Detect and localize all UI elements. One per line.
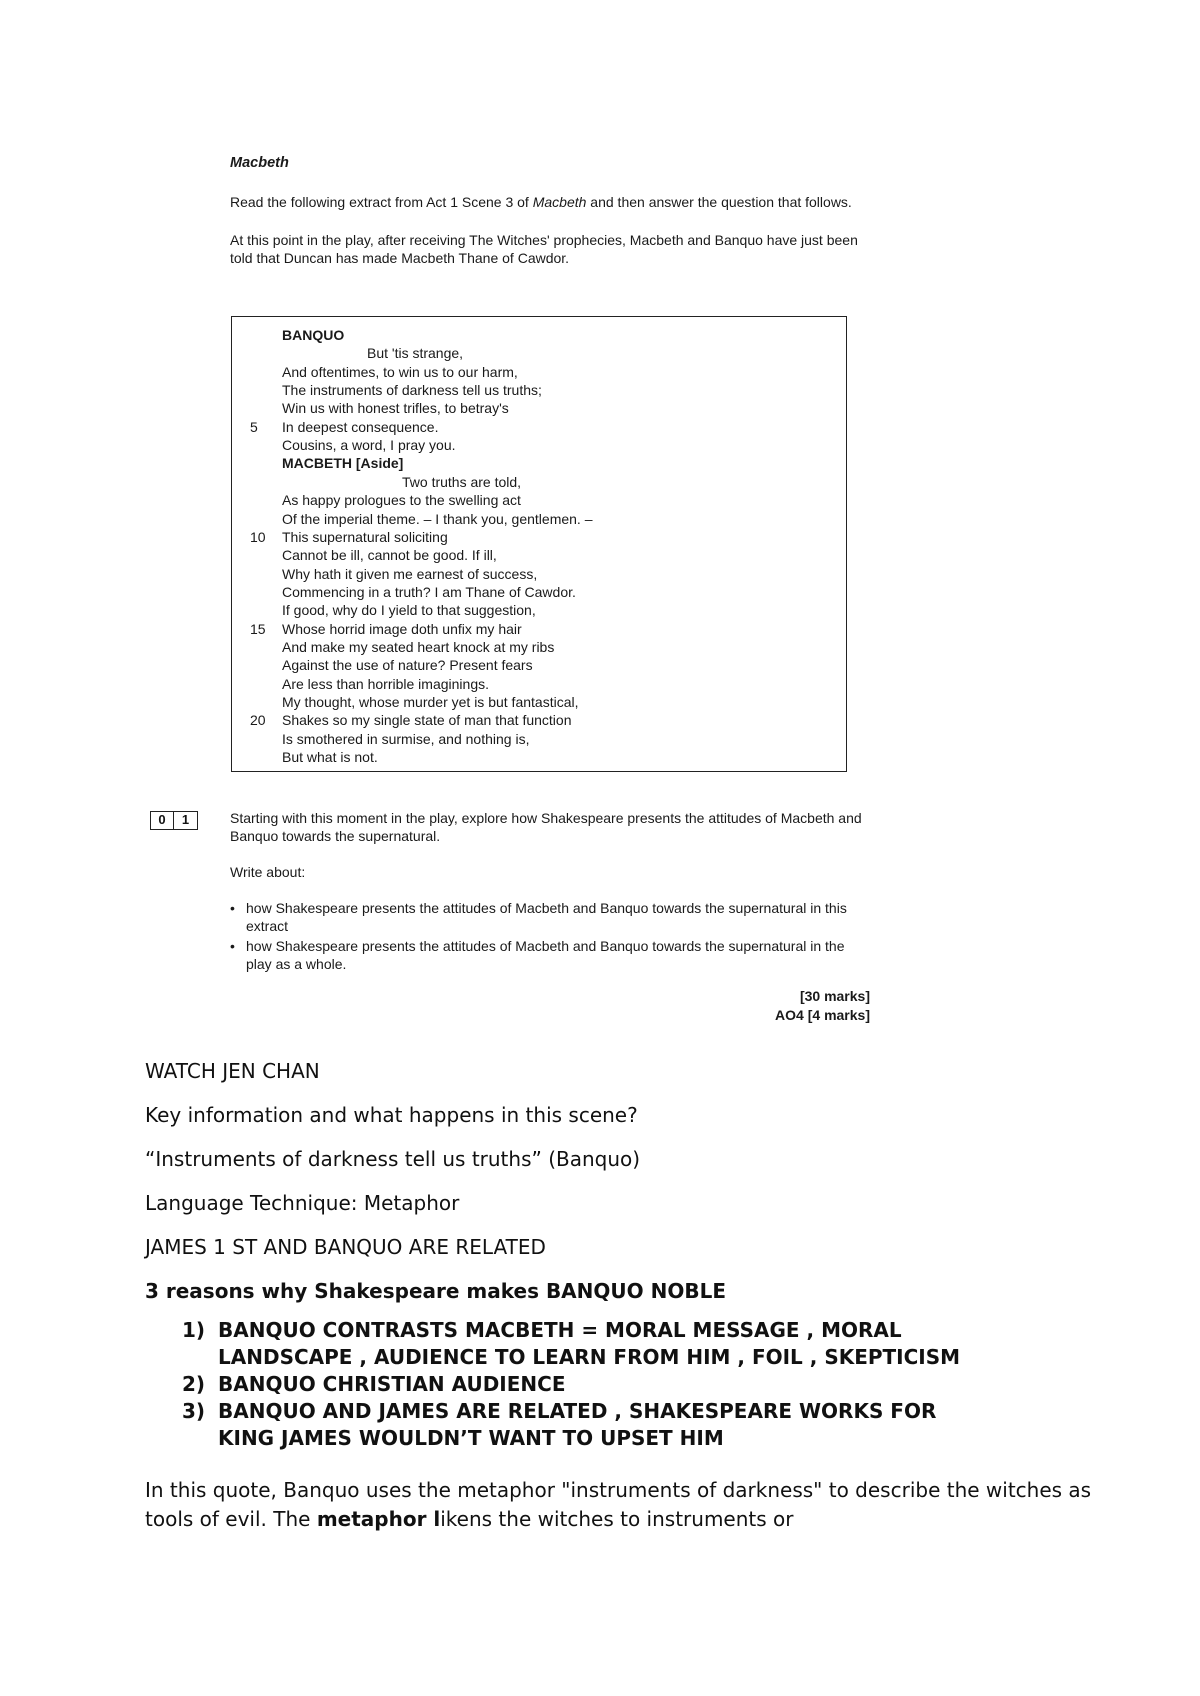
- question-bullets: [230, 899, 870, 973]
- question-number-digit: 0: [150, 811, 174, 830]
- extract-line: But 'tis strange,: [367, 345, 464, 362]
- note-watch: WATCH JEN CHAN: [145, 1059, 320, 1083]
- extract-line: Against the use of nature? Present fears: [282, 657, 533, 674]
- line-number: 20: [250, 712, 266, 729]
- extract-line: And make my seated heart knock at my ribs: [282, 638, 555, 655]
- extract-line: If good, why do I yield to that suggestion,: [282, 602, 536, 619]
- note-key-info: Key information and what happens in this scene?: [145, 1103, 638, 1127]
- reasons-heading: 3 reasons why Shakespeare makes BANQUO NOBLE: [145, 1279, 726, 1303]
- note-quote: “Instruments of darkness tell us truths” (Banquo): [145, 1147, 641, 1171]
- note-technique: Language Technique: Metaphor: [145, 1191, 460, 1215]
- question-text: Starting with this moment in the play, explore how Shakespeare presents the attitudes of Macbeth and Banquo towards the supernatural.: [230, 810, 862, 844]
- extract-box: [231, 316, 847, 772]
- reason-item: 1) BANQUO CONTRASTS MACBETH = MORAL MESSAGE , MORAL LANDSCAPE , AUDIENCE TO LEARN FROM HIM , FOIL , SKEPTICISM: [182, 1318, 961, 1369]
- extract-line: Why hath it given me earnest of success,: [282, 565, 538, 582]
- exam-section: [230, 155, 860, 267]
- extract-line: Whose horrid image doth unfix my hair: [282, 620, 522, 637]
- reasons-list: [145, 1317, 960, 1452]
- extract-line: Cousins, a word, I pray you.: [282, 437, 456, 454]
- note-related: JAMES 1 ST AND BANQUO ARE RELATED: [145, 1235, 546, 1259]
- write-about-label: Write about:: [230, 864, 306, 880]
- extract-line: This supernatural soliciting: [282, 528, 448, 545]
- marks-total: [30 marks]: [799, 988, 870, 1004]
- exam-context: At this point in the play, after receiving The Witches' prophecies, Macbeth and Banquo have just been told that Duncan has made Macbeth Thane of Cawdor.: [230, 232, 858, 266]
- exam-title: Macbeth: [230, 155, 289, 171]
- marks-ao4: AO4 [4 marks]: [775, 1007, 870, 1023]
- extract-line: And oftentimes, to win us to our harm,: [282, 363, 518, 380]
- extract-line: In deepest consequence.: [282, 418, 439, 435]
- extract-line: Cannot be ill, cannot be good. If ill,: [282, 547, 497, 564]
- extract-line: Is smothered in surmise, and nothing is,: [282, 730, 530, 747]
- reason-item: 3) BANQUO AND JAMES ARE RELATED , SHAKESPEARE WORKS FOR KING JAMES WOULDN’T WANT TO UPSET HIM: [182, 1399, 937, 1450]
- extract-line: As happy prologues to the swelling act: [282, 492, 521, 509]
- speaker-name: BANQUO: [282, 327, 345, 343]
- analysis-paragraph: In this quote, Banquo uses the metaphor "instruments of darkness" to describe the witches as tools of evil. The metaphor likens the witches to instruments or: [145, 1478, 1092, 1531]
- extract-line: Are less than horrible imaginings.: [282, 675, 489, 692]
- speaker-name: MACBETH [Aside]: [282, 455, 404, 472]
- extract-line: Shakes so my single state of man that function: [282, 712, 572, 729]
- extract-line: Win us with honest trifles, to betray's: [282, 400, 509, 417]
- line-number: 5: [250, 418, 258, 435]
- extract-line: Commencing in a truth? I am Thane of Cawdor.: [282, 583, 576, 600]
- bullet-item: • how Shakespeare presents the attitudes of Macbeth and Banquo towards the supernatural in this extract: [230, 899, 870, 935]
- extract-line: Two truths are told,: [402, 473, 522, 490]
- extract-line: My thought, whose murder yet is but fantastical,: [282, 694, 579, 710]
- extract-line: The instruments of darkness tell us truths;: [282, 382, 542, 399]
- line-number: 10: [250, 528, 266, 545]
- line-number: 15: [250, 620, 266, 637]
- extract-line: Of the imperial theme. – I thank you, gentlemen. –: [282, 510, 593, 527]
- question-number-digit: 1: [174, 811, 198, 830]
- bullet-item: • how Shakespeare presents the attitudes of Macbeth and Banquo towards the supernatural in the play as a whole.: [230, 937, 870, 973]
- reason-item: 2) BANQUO CHRISTIAN AUDIENCE: [182, 1372, 566, 1396]
- exam-instruction: Read the following extract from Act 1 Scene 3 of Macbeth and then answer the question that follows.: [230, 194, 852, 210]
- question-number: [150, 811, 198, 830]
- extract-line: But what is not.: [282, 749, 378, 766]
- question-body: [230, 809, 870, 1023]
